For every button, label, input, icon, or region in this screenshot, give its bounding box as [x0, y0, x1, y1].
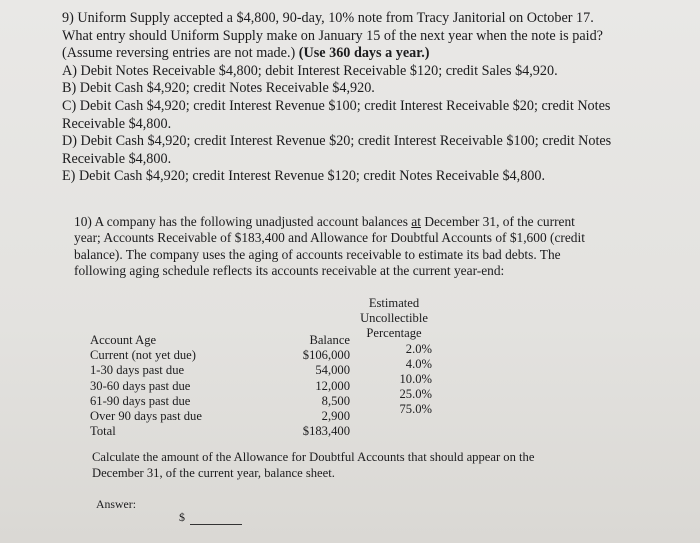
q9-option-b: B) Debit Cash $4,920; credit Notes Receivable $4,920.	[62, 80, 375, 97]
q10-line-4: following aging schedule reflects its accounts receivable at the current year-end:	[74, 263, 505, 279]
q9-line-3	[62, 45, 692, 63]
age-row-30-60: 30-60 days past due	[90, 378, 191, 393]
q10-line-1-a: 10) A company has the following unadjusted account balances	[74, 214, 412, 229]
balance-total: $183,400	[302, 424, 350, 439]
balance-1-30: 54,000	[315, 363, 350, 378]
question-9	[62, 10, 692, 186]
q9-option-c: C) Debit Cash $4,920; credit Interest Revenue $100; credit Interest Receivable $20; credit Notes	[62, 97, 611, 114]
account-age-header: Account Age	[90, 333, 157, 347]
calculate-instruction	[92, 450, 652, 481]
pct-61-90: 25.0%	[399, 387, 432, 402]
calc-line-2: December 31, of the current year, balance sheet.	[92, 465, 335, 480]
age-row-current: Current (not yet due)	[90, 348, 196, 363]
age-row-61-90: 61-90 days past due	[90, 393, 191, 408]
q10-line-3: balance). The company uses the aging of accounts receivable to estimate its bad debts. The	[74, 246, 561, 262]
q10-line-1-at: at	[411, 214, 421, 229]
pct-header-estimated: Estimated	[368, 296, 420, 310]
pct-current: 2.0%	[405, 341, 432, 356]
age-row-1-30: 1-30 days past due	[90, 363, 185, 378]
q9-use-360-text: (Use 360 days a year.)	[298, 45, 430, 62]
q9-option-a: A) Debit Notes Receivable $4,800; debit Interest Receivable $120; credit Sales $4,920.	[62, 62, 558, 79]
pct-1-30: 4.0%	[405, 356, 432, 371]
dollar-sign: $	[179, 510, 185, 524]
account-age-column	[90, 333, 202, 439]
balance-over-90: 2,900	[321, 409, 350, 424]
calc-line-1: Calculate the amount of the Allowance for Doubtful Accounts that should appear on the	[92, 450, 535, 464]
answer-label: Answer:	[96, 497, 136, 511]
balance-61-90: 8,500	[321, 393, 350, 408]
balance-30-60: 12,000	[315, 378, 350, 393]
question-10	[74, 214, 674, 280]
pct-header-percentage: Percentage	[366, 326, 422, 341]
balance-header: Balance	[309, 333, 350, 347]
percentage-column	[352, 296, 436, 418]
q9-option-c-cont: Receivable $4,800.	[62, 115, 172, 132]
q10-line-1-c: December 31, of the current	[420, 214, 575, 229]
balance-current: $106,000	[302, 348, 350, 363]
balance-column	[288, 333, 350, 439]
answer-blank[interactable]	[190, 524, 242, 525]
age-row-over-90: Over 90 days past due	[90, 409, 202, 424]
pct-30-60: 10.0%	[399, 372, 432, 387]
q10-line-1	[74, 214, 674, 230]
pct-header-uncollectible: Uncollectible	[360, 311, 428, 326]
q9-option-e: E) Debit Cash $4,920; credit Interest Revenue $120; credit Notes Receivable $4,800.	[62, 168, 546, 185]
q9-option-d-cont: Receivable $4,800.	[62, 150, 172, 167]
q9-assume-text: (Assume reversing entries are not made.)	[62, 45, 299, 62]
pct-over-90: 75.0%	[399, 402, 432, 417]
q9-line-1: 9) Uniform Supply accepted a $4,800, 90-day, 10% note from Tracy Janitorial on October 17.	[62, 10, 594, 26]
q9-line-2: What entry should Uniform Supply make on January 15 of the next year when the note is paid?	[62, 27, 603, 44]
age-row-total: Total	[90, 424, 116, 439]
q9-option-d: D) Debit Cash $4,920; credit Interest Revenue $20; credit Interest Receivable $100; credit Notes	[62, 133, 612, 150]
q10-line-2: year; Accounts Receivable of $183,400 and Allowance for Doubtful Accounts of $1,600 (credit	[74, 230, 585, 246]
